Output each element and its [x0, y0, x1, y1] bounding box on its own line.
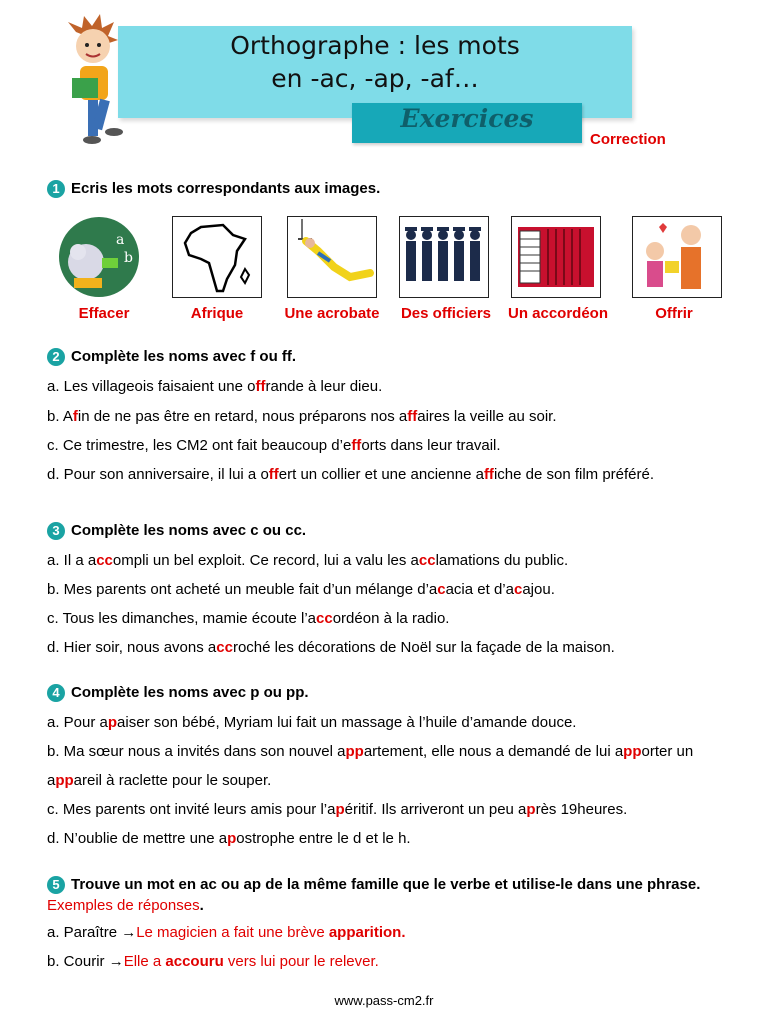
ex4-heading: [47, 684, 309, 702]
answer-letters: ff: [268, 466, 279, 483]
ex1-number-badge: 1: [47, 180, 65, 198]
examples-dot: .: [199, 897, 204, 914]
ex4-sentence: [47, 714, 576, 731]
answer-acrobate: Une acrobate: [284, 305, 380, 322]
answer-offrir: Offrir: [655, 305, 693, 322]
answer-tail: vers lui pour le relever.: [223, 953, 379, 970]
sentence-text: iche de son film préféré.: [493, 466, 655, 483]
sentence-text: a. Il a a: [47, 552, 97, 569]
answer-text: Elle a: [123, 953, 166, 970]
exercices-label: Exercices: [400, 104, 534, 133]
sentence-text: orter un: [641, 743, 694, 760]
sentence-text: d. Hier soir, nous avons a: [47, 639, 217, 656]
answer-letters: cc: [96, 552, 113, 569]
ex3-sentence: [47, 552, 568, 569]
answer-letters: ff: [351, 437, 362, 454]
sentence-text: c. Tous les dimanches, mamie écoute l’a: [47, 610, 317, 627]
sentence-text: c. Ce trimestre, les CM2 ont fait beaucoup d’e: [47, 437, 352, 454]
answer-word: accouru: [165, 953, 224, 970]
sentence-text: d. Pour son anniversaire, il lui a o: [47, 466, 269, 483]
ex3-sentence: [47, 581, 555, 598]
officiers-image: [399, 216, 489, 298]
ex3-sentence: [47, 639, 615, 656]
sentence-text: a. Les villageois faisaient une o: [47, 378, 256, 395]
answer-letters: p: [335, 801, 345, 818]
sentence-text: areil à raclette pour le souper.: [73, 772, 272, 789]
sentence-text: ert un collier et une ancienne a: [278, 466, 484, 483]
ex5-instruction: Trouve un mot en ac ou ap de la même famille que le verbe et utilise-le dans une phrase.: [71, 876, 701, 893]
answer-letters: ff: [255, 378, 266, 395]
answer-letters: ff: [483, 466, 494, 483]
answer-letters: c: [513, 581, 523, 598]
page-title: Orthographe : les mots: [230, 31, 520, 60]
sentence-text: rès 19heures.: [535, 801, 628, 818]
offrir-image: [632, 216, 722, 298]
sentence-text: orts dans leur travail.: [361, 437, 501, 454]
ex3-sentence: [47, 610, 449, 627]
ex5-answer-courir: [47, 953, 379, 970]
answer-afrique: Afrique: [190, 305, 244, 322]
sentence-text: éritif. Ils arriveront un peu a: [344, 801, 527, 818]
sentence-text: c. Mes parents ont invité leurs amis pour l’a: [47, 801, 336, 818]
svg-text:a: a: [116, 232, 125, 248]
effacer-image: [54, 216, 144, 298]
sentence-text: ordéon à la radio.: [332, 610, 450, 627]
ex5-number-badge: 5: [47, 876, 65, 894]
answer-letters: cc: [418, 552, 436, 569]
sentence-text: rande à leur dieu.: [265, 378, 383, 395]
answer-letters: pp: [55, 772, 74, 789]
answer-effacer: Effacer: [78, 305, 130, 322]
sentence-text: acia et d’a: [445, 581, 514, 598]
verb-label: b. Courir: [47, 953, 109, 970]
ex3-heading: [47, 522, 306, 540]
sentence-text: lamations du public.: [435, 552, 569, 569]
acrobate-image: [287, 216, 377, 298]
answer-word: apparition.: [328, 924, 406, 941]
examples-text: Exemples de réponses: [47, 897, 200, 914]
sentence-text: a. Pour a: [47, 714, 108, 731]
sentence-text: b. A: [47, 408, 73, 425]
ex2-sentence: [47, 466, 654, 483]
sentence-text: ajou.: [522, 581, 555, 598]
arrow-icon: →: [121, 924, 137, 941]
sentence-text: artement, elle nous a demandé de lui a: [363, 743, 624, 760]
ex2-sentence: [47, 378, 382, 395]
sentence-text: ostrophe entre le d et le h.: [236, 830, 411, 847]
answer-letters: pp: [623, 743, 642, 760]
answer-letters: cc: [216, 639, 233, 656]
answer-letters: p: [227, 830, 237, 847]
answer-letters: p: [107, 714, 118, 731]
sentence-text: roché les décorations de Noël sur la façade de la maison.: [232, 639, 615, 656]
answer-officiers: Des officiers: [400, 305, 492, 322]
answer-letters: c: [437, 581, 446, 598]
accordeon-image: [511, 216, 601, 298]
answer-letters: ff: [407, 408, 418, 425]
sentence-text: aiser son bébé, Myriam lui fait un massage à l’huile d’amande douce.: [117, 714, 577, 731]
ex4-instruction: Complète les noms avec p ou pp.: [71, 684, 309, 701]
ex5-heading: [47, 876, 700, 894]
sentence-text: b. Mes parents ont acheté un meuble fait d’un mélange d’a: [47, 581, 438, 598]
answer-text: Le magicien a fait une brève: [136, 924, 329, 941]
ex4-sentence: [47, 830, 411, 847]
ex4-sentence: [47, 743, 693, 760]
verb-label: a. Paraître: [47, 924, 122, 941]
ex2-sentence: [47, 408, 556, 425]
ex2-sentence: [47, 437, 501, 454]
ex2-instruction: Complète les noms avec f ou ff.: [71, 348, 297, 365]
ex1-heading: [47, 180, 380, 198]
answer-letters: cc: [316, 610, 333, 627]
sentence-text: ompli un bel exploit. Ce record, lui a valu les a: [112, 552, 419, 569]
ex4-sentence: [47, 801, 627, 818]
page-title-subline: en -ac, -ap, -af…: [271, 64, 479, 93]
answer-accordeon: Un accordéon: [507, 305, 609, 322]
answer-letters: p: [526, 801, 536, 818]
ex1-instruction: Ecris les mots correspondants aux images.: [71, 180, 381, 197]
answer-letters: f: [72, 408, 78, 425]
ex4-number-badge: 4: [47, 684, 65, 702]
answer-letters: pp: [345, 743, 364, 760]
ex2-heading: [47, 348, 296, 366]
svg-text:b: b: [124, 250, 133, 266]
sentence-text: a: [47, 772, 56, 789]
ex5-answer-paraitre: [47, 924, 406, 941]
ex2-number-badge: 2: [47, 348, 65, 366]
ex3-number-badge: 3: [47, 522, 65, 540]
sentence-text: b. Ma sœur nous a invités dans son nouvel a: [47, 743, 346, 760]
arrow-icon: →: [108, 953, 124, 970]
correction-label: Correction: [590, 131, 666, 148]
sentence-text: aires la veille au soir.: [417, 408, 557, 425]
footer-url: www.pass-cm2.fr: [334, 993, 434, 1008]
ex3-instruction: Complète les noms avec c ou cc.: [71, 522, 307, 539]
sentence-text: d. N’oublie de mettre une a: [47, 830, 228, 847]
ex4-sentence: [47, 772, 271, 789]
ex5-examples-label: [47, 897, 204, 914]
sentence-text: in de ne pas être en retard, nous préparons nos a: [77, 408, 408, 425]
afrique-image: [172, 216, 262, 298]
